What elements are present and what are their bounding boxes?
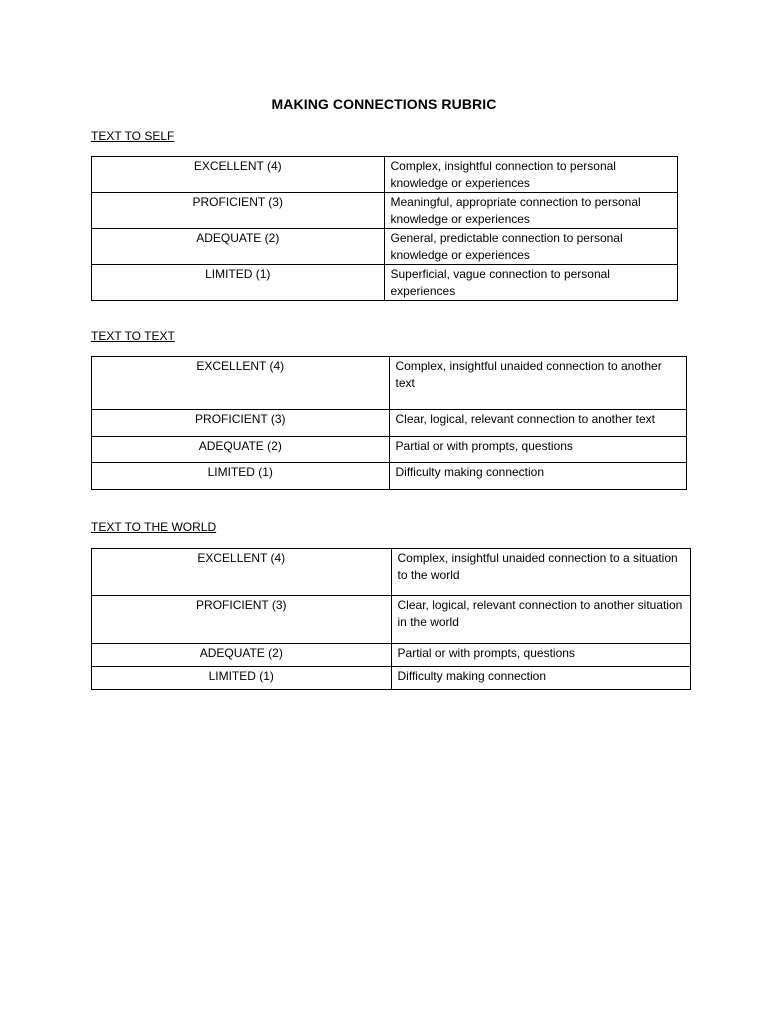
level-cell: LIMITED (1) <box>92 463 390 490</box>
level-cell: PROFICIENT (3) <box>92 596 392 644</box>
description-cell: Complex, insightful connection to personal knowledge or experiences <box>384 157 678 193</box>
table-row <box>92 644 691 667</box>
level-cell: EXCELLENT (4) <box>92 549 392 596</box>
description-cell: Clear, logical, relevant connection to another situation in the world <box>391 596 690 644</box>
level-cell: ADEQUATE (2) <box>92 644 392 667</box>
level-cell: LIMITED (1) <box>92 265 385 301</box>
level-cell: ADEQUATE (2) <box>92 437 390 463</box>
description-cell: Partial or with prompts, questions <box>391 644 690 667</box>
description-cell: Superficial, vague connection to personal experiences <box>384 265 678 301</box>
table-row <box>92 549 691 596</box>
section-heading-text-to-self: TEXT TO SELF <box>91 129 175 143</box>
rubric-table-text-to-text <box>91 356 687 490</box>
table-row <box>92 410 687 437</box>
table-row <box>92 265 678 301</box>
rubric-table-text-to-self <box>91 156 678 301</box>
level-cell: PROFICIENT (3) <box>92 193 385 229</box>
description-cell: General, predictable connection to personal knowledge or experiences <box>384 229 678 265</box>
description-cell: Complex, insightful unaided connection to a situation to the world <box>391 549 690 596</box>
description-cell: Clear, logical, relevant connection to another text <box>389 410 686 437</box>
table-row <box>92 596 691 644</box>
section-heading-text-to-text: TEXT TO TEXT <box>91 329 175 343</box>
level-cell: EXCELLENT (4) <box>92 157 385 193</box>
rubric-table-text-to-the-world <box>91 548 691 690</box>
page-title: MAKING CONNECTIONS RUBRIC <box>271 96 497 112</box>
level-cell: PROFICIENT (3) <box>92 410 390 437</box>
table-row <box>92 667 691 690</box>
level-cell: ADEQUATE (2) <box>92 229 385 265</box>
description-cell: Complex, insightful unaided connection to another text <box>389 357 686 410</box>
description-cell: Difficulty making connection <box>389 463 686 490</box>
level-cell: EXCELLENT (4) <box>92 357 390 410</box>
description-cell: Difficulty making connection <box>391 667 690 690</box>
table-row <box>92 463 687 490</box>
table-row <box>92 193 678 229</box>
table-row <box>92 229 678 265</box>
level-cell: LIMITED (1) <box>92 667 392 690</box>
description-cell: Partial or with prompts, questions <box>389 437 686 463</box>
table-row <box>92 357 687 410</box>
table-row <box>92 437 687 463</box>
section-heading-text-to-the-world: TEXT TO THE WORLD <box>91 520 217 534</box>
description-cell: Meaningful, appropriate connection to personal knowledge or experiences <box>384 193 678 229</box>
table-row <box>92 157 678 193</box>
